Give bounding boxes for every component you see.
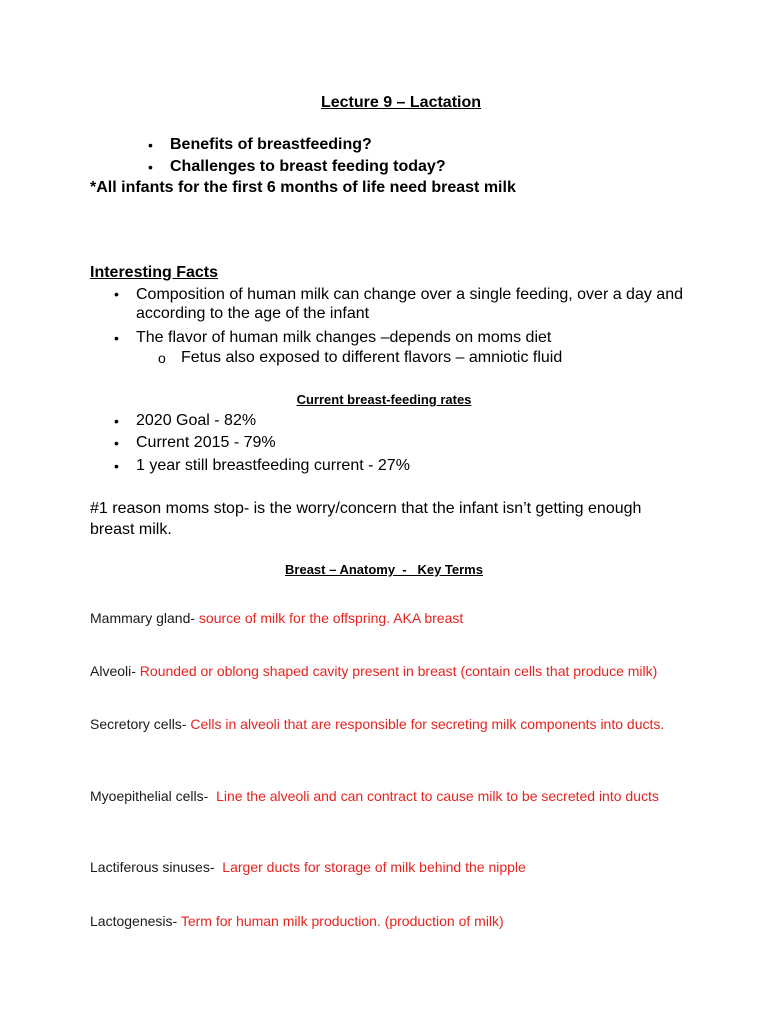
rate-item-1: 2020 Goal - 82% bbox=[136, 412, 257, 429]
term-label: Alveoli- bbox=[90, 663, 140, 679]
facts-heading: Interesting Facts bbox=[90, 264, 219, 281]
fact-item-2: The flavor of human milk changes –depends on moms diet bbox=[136, 329, 552, 346]
bullet-icon: • bbox=[114, 413, 119, 429]
term-lactiferous-sinuses bbox=[90, 858, 680, 876]
intro-note: *All infants for the first 6 months of life need breast milk bbox=[90, 179, 516, 196]
term-label: Lactiferous sinuses- bbox=[90, 859, 223, 875]
reason-paragraph: #1 reason moms stop- is the worry/concern that the infant isn’t getting enough breast milk. bbox=[90, 500, 642, 538]
intro-bullet-2: Challenges to breast feeding today? bbox=[170, 158, 446, 175]
term-label: Lactogenesis- bbox=[90, 913, 181, 929]
rate-item-2: Current 2015 - 79% bbox=[136, 434, 276, 451]
term-secretory-cells bbox=[90, 715, 680, 733]
fact-subitem: Fetus also exposed to different flavors – amniotic fluid bbox=[181, 349, 563, 366]
term-definition: Larger ducts for storage of milk behind the nipple bbox=[222, 859, 526, 875]
bullet-icon: • bbox=[148, 137, 153, 153]
term-mammary-gland bbox=[90, 609, 680, 627]
sub-bullet-icon: o bbox=[158, 350, 166, 366]
term-definition: source of milk for the offspring. AKA breast bbox=[198, 610, 464, 626]
fact-item-1: Composition of human milk can change over a single feeding, over a day and according to the age of the infant bbox=[136, 286, 683, 322]
term-myoepithelial-cells bbox=[90, 787, 680, 805]
term-label: Myoepithelial cells- bbox=[90, 788, 217, 804]
intro-bullet-1: Benefits of breastfeeding? bbox=[170, 136, 372, 153]
term-definition: Line the alveoli and can contract to cause milk to be secreted into ducts bbox=[216, 788, 659, 804]
term-lactogenesis bbox=[90, 912, 680, 930]
page-title: Lecture 9 – Lactation bbox=[320, 94, 482, 111]
term-definition: Term for human milk production. (production of milk) bbox=[180, 913, 504, 929]
anatomy-heading: Breast – Anatomy - Key Terms bbox=[285, 562, 483, 577]
rates-heading: Current breast-feeding rates bbox=[296, 392, 472, 407]
bullet-icon: • bbox=[114, 435, 119, 451]
bullet-icon: • bbox=[114, 458, 119, 474]
term-label: Secretory cells- bbox=[90, 716, 191, 732]
term-definition: Rounded or oblong shaped cavity present in breast (contain cells that produce milk) bbox=[139, 663, 658, 679]
rate-item-3: 1 year still breastfeeding current - 27% bbox=[136, 457, 410, 474]
bullet-icon: • bbox=[114, 286, 119, 302]
term-label: Mammary gland- bbox=[90, 610, 199, 626]
bullet-icon: • bbox=[114, 330, 119, 346]
term-definition: Cells in alveoli that are responsible for secreting milk components into ducts. bbox=[190, 716, 665, 732]
bullet-icon: • bbox=[148, 159, 153, 175]
term-alveoli bbox=[90, 662, 680, 680]
